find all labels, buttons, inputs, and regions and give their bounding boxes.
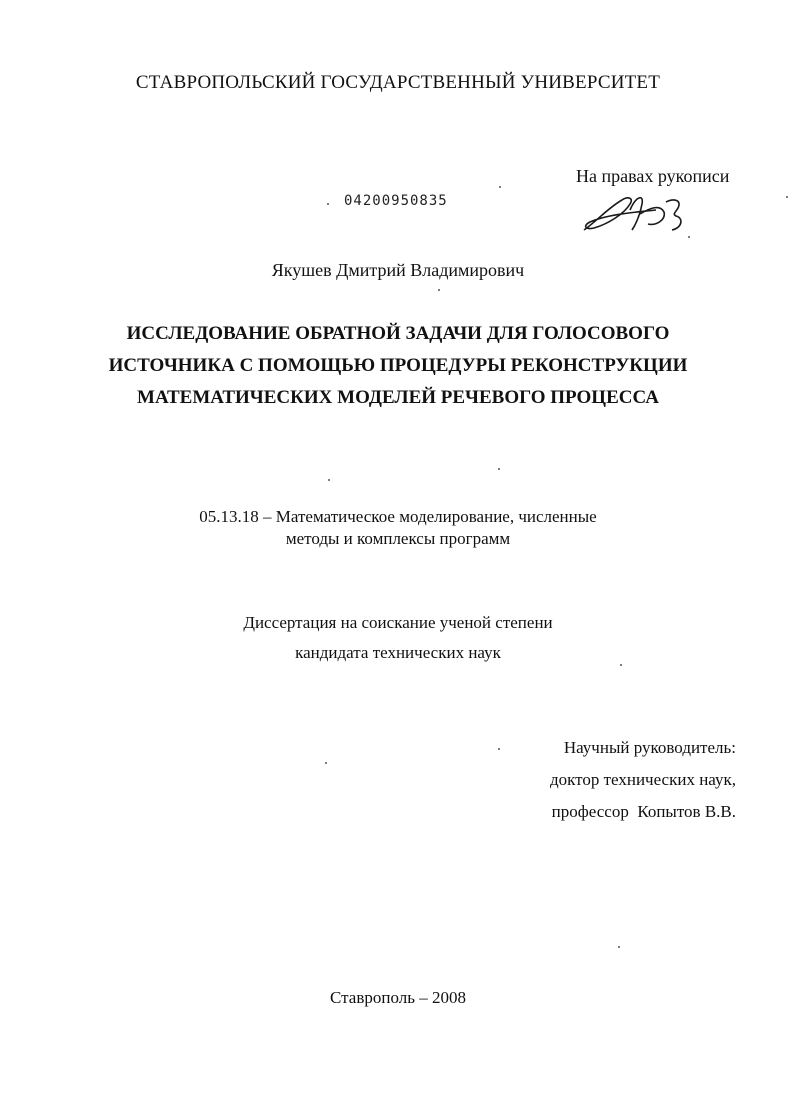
scan-speck: [327, 203, 329, 205]
degree-line: кандидата технических наук: [295, 643, 501, 662]
dissertation-title: [0, 318, 796, 414]
specialty-line: 05.13.18 – Математическое моделирование, численные: [199, 507, 597, 526]
supervisor-name: профессор Копытов В.В.: [551, 802, 736, 821]
catalog-code: 04200950835: [344, 193, 448, 209]
degree-statement: [0, 608, 796, 668]
scan-speck: [498, 748, 500, 750]
supervisor-label: Научный руководитель:: [563, 738, 736, 757]
scan-speck: [618, 946, 620, 948]
title-line: ИССЛЕДОВАНИЕ ОБРАТНОЙ ЗАДАЧИ ДЛЯ ГОЛОСОВОГО: [126, 323, 670, 344]
university-name: СТАВРОПОЛЬСКИЙ ГОСУДАРСТВЕННЫЙ УНИВЕРСИТЕТ: [135, 72, 661, 93]
scan-speck: [438, 289, 440, 291]
handwritten-signature: [578, 190, 698, 238]
scan-speck: [786, 196, 788, 198]
scan-speck: [620, 664, 622, 666]
scan-speck: [325, 762, 327, 764]
degree-line: Диссертация на соискание ученой степени: [243, 613, 553, 632]
scan-speck: [499, 186, 501, 188]
supervisor-title: доктор технических наук,: [549, 770, 736, 789]
author-name: Якушев Дмитрий Владимирович: [271, 260, 525, 280]
manuscript-rights-note: На правах рукописи: [576, 166, 730, 186]
specialty-line: методы и комплексы программ: [285, 529, 511, 548]
scan-speck: [328, 479, 330, 481]
specialty-code: [0, 506, 796, 550]
scan-speck: [498, 468, 500, 470]
supervisor-block: [550, 732, 736, 828]
city-year: Ставрополь – 2008: [330, 988, 466, 1007]
title-line: МАТЕМАТИЧЕСКИХ МОДЕЛЕЙ РЕЧЕВОГО ПРОЦЕССА: [137, 387, 659, 408]
title-line: ИСТОЧНИКА С ПОМОЩЬЮ ПРОЦЕДУРЫ РЕКОНСТРУКЦИИ: [108, 355, 688, 376]
scan-speck: [688, 236, 690, 238]
